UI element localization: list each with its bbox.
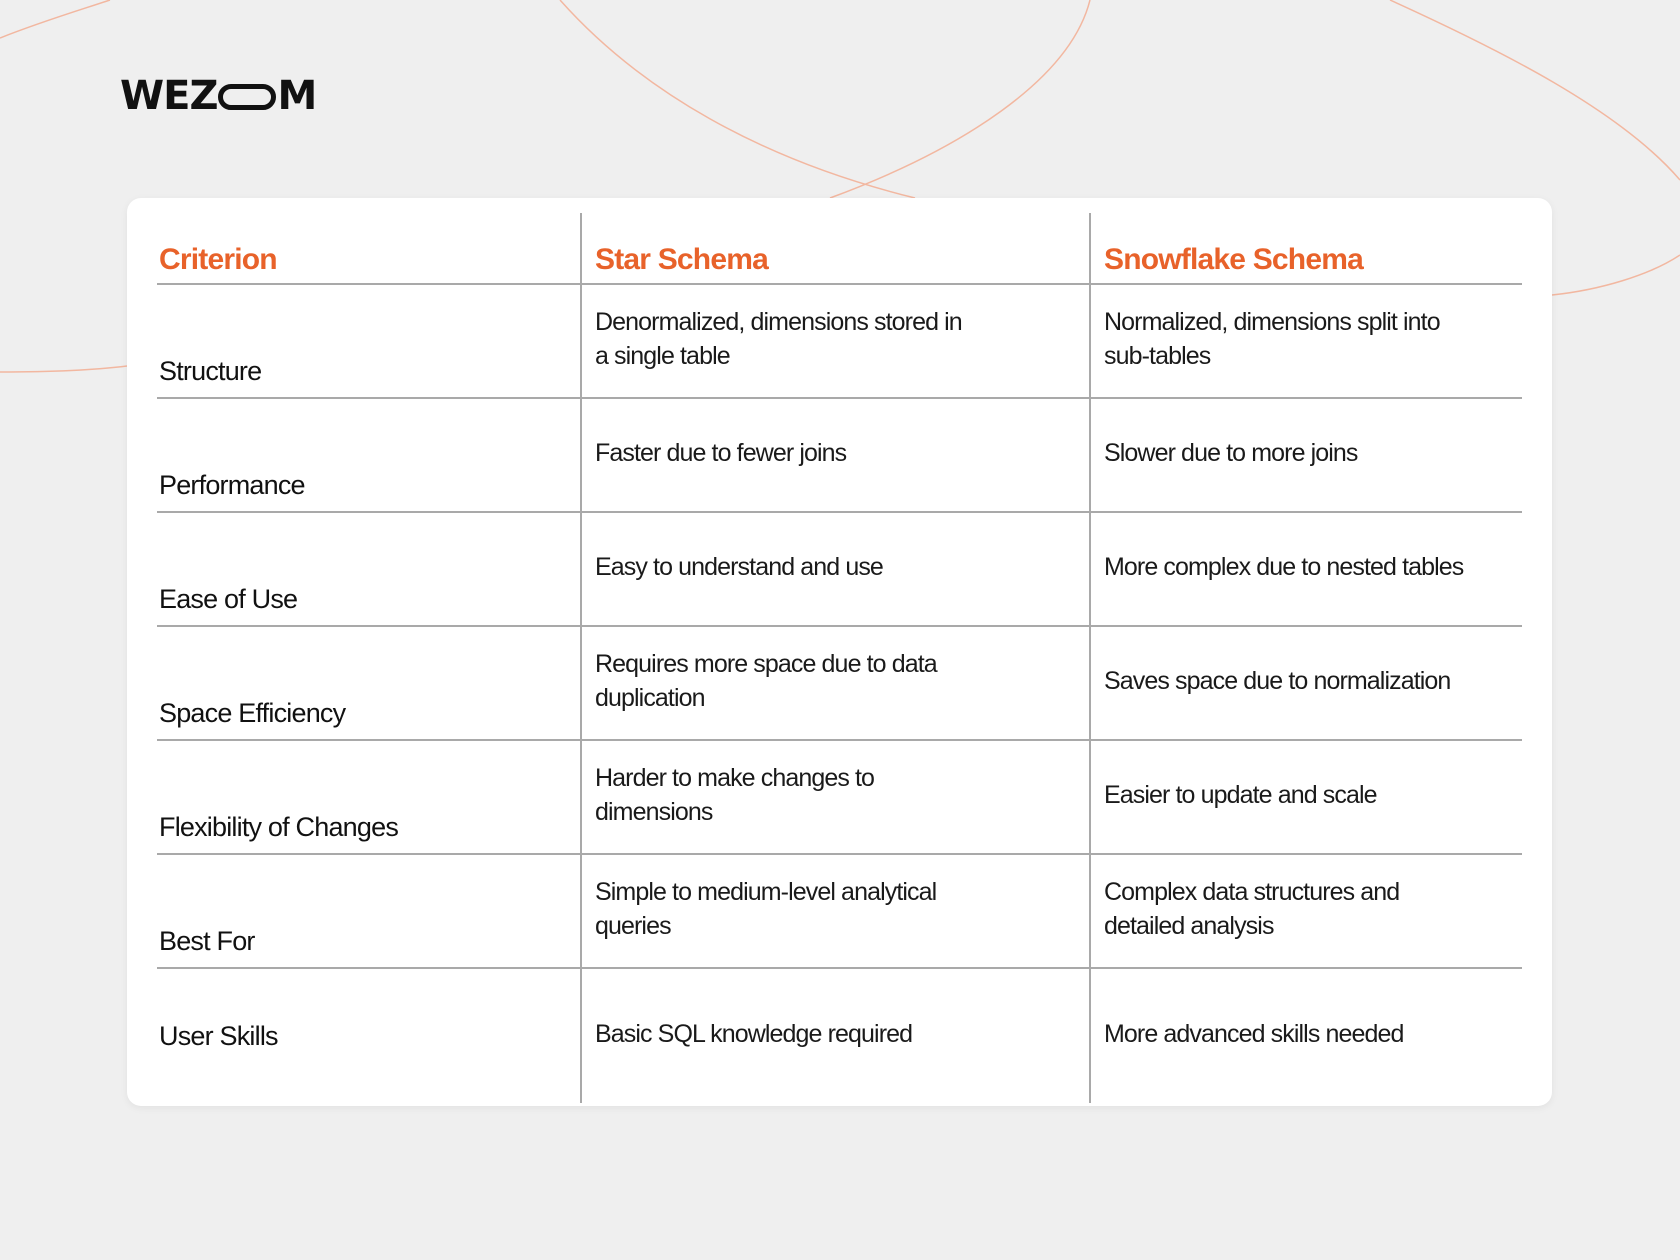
logo-pill-icon [218,84,276,110]
criterion-cell: Space Efficiency [159,698,346,728]
snowflake-cell [1089,741,1522,853]
table-row [157,741,1522,855]
star-text: Simple to medium-level analytical queries [595,878,937,940]
star-text: Requires more space due to data duplication [595,650,937,712]
table-row [157,855,1522,969]
snowflake-cell [1089,285,1522,397]
star-cell [580,855,1089,967]
star-cell [580,741,1089,853]
star-text: Faster due to fewer joins [595,439,847,467]
criterion-cell: Ease of Use [159,584,298,614]
logo-text-left: WEZ [120,73,218,119]
criterion-cell: Performance [159,470,305,500]
snowflake-text: Complex data structures and detailed analysis [1104,878,1400,940]
star-text: Easy to understand and use [595,553,883,581]
criterion-cell: User Skills [159,1020,278,1051]
header-star-schema: Star Schema [580,213,1089,283]
table-row [157,627,1522,741]
header-snowflake-schema: Snowflake Schema [1089,213,1522,283]
criterion-cell: Best For [159,926,255,956]
star-text: Harder to make changes to dimensions [595,764,875,826]
snowflake-cell [1089,513,1522,625]
criterion-cell: Structure [159,356,262,386]
star-cell [580,627,1089,739]
star-cell [580,513,1089,625]
snowflake-text: More complex due to nested tables [1104,553,1464,581]
logo-text-right: M [277,73,317,119]
snowflake-text: Easier to update and scale [1104,781,1377,809]
snowflake-cell [1089,399,1522,511]
star-cell [580,969,1089,1103]
snowflake-text: Normalized, dimensions split into sub-tables [1104,308,1440,370]
header-criterion: Criterion [159,243,277,276]
snowflake-text: Saves space due to normalization [1104,667,1451,695]
wezom-logo [120,74,316,118]
table-row [157,969,1522,1103]
star-cell [580,285,1089,397]
table-row [157,399,1522,513]
snowflake-text: Slower due to more joins [1104,439,1358,467]
star-cell [580,399,1089,511]
table-header-row [157,213,1522,285]
table-row [157,513,1522,627]
star-text: Denormalized, dimensions stored in a single table [595,308,962,370]
star-text: Basic SQL knowledge required [595,1020,913,1048]
criterion-cell: Flexibility of Changes [159,812,399,842]
snowflake-cell [1089,627,1522,739]
snowflake-text: More advanced skills needed [1104,1020,1404,1048]
snowflake-cell [1089,855,1522,967]
comparison-table [157,213,1522,1103]
table-row [157,285,1522,399]
snowflake-cell [1089,969,1522,1103]
